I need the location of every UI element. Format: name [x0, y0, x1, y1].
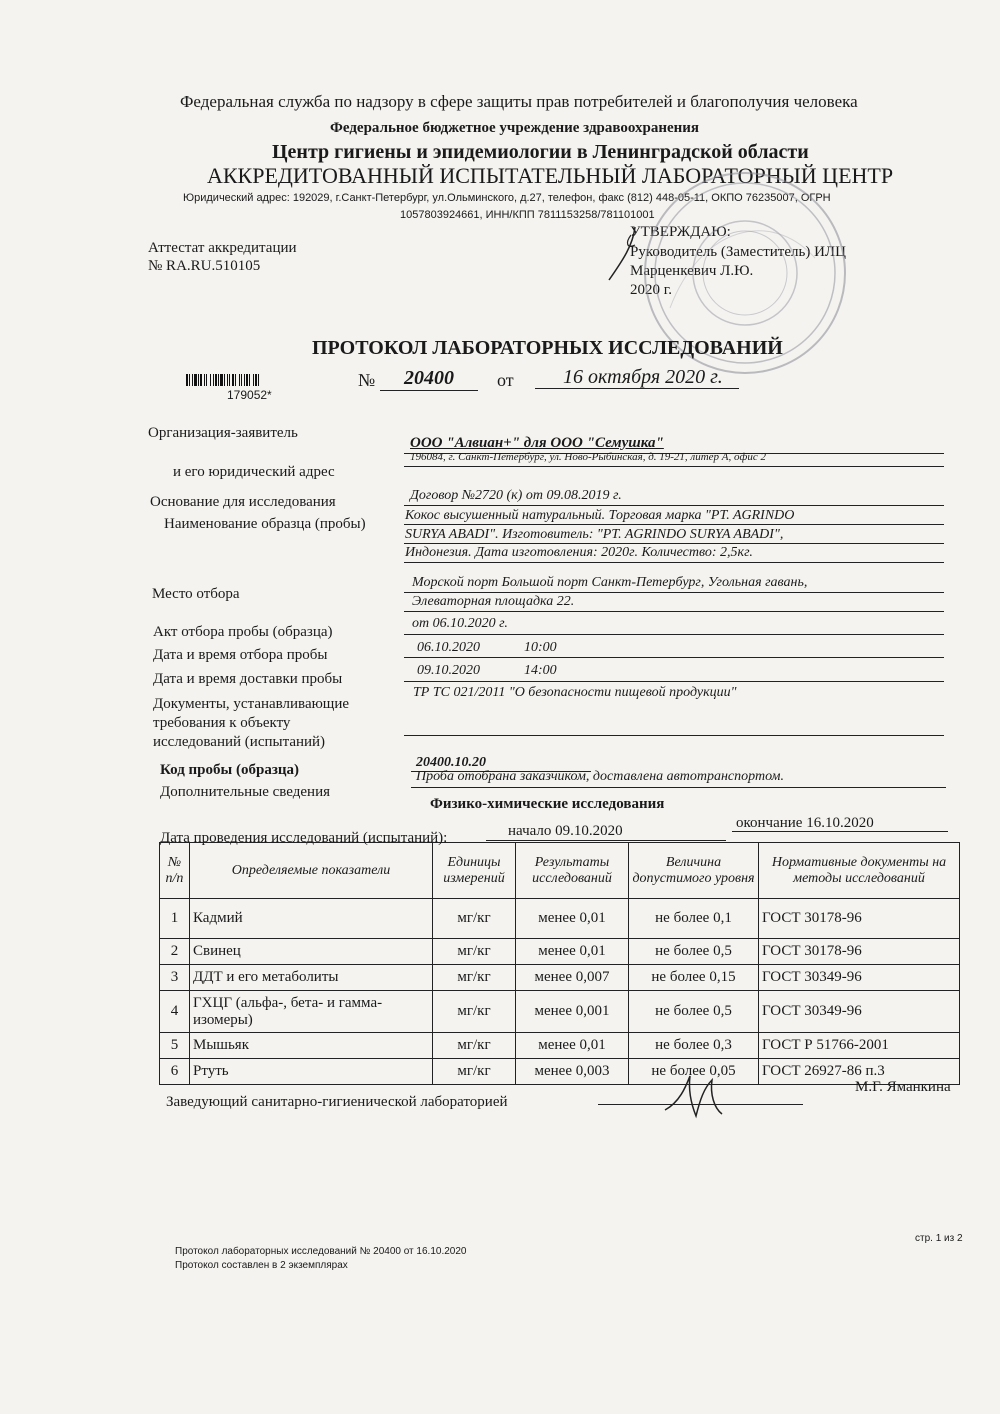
- barcode-icon: [186, 374, 318, 386]
- extra-label: Дополнительные сведения: [160, 784, 331, 800]
- delivery-time: 14:00: [524, 663, 557, 678]
- accreditation-label: Аттестат аккредитации: [148, 240, 297, 256]
- row-limit: не более 0,15: [629, 965, 759, 991]
- address-value: 196084, г. Санкт-Петербург, ул. Ново-Рыбинская, д. 19-21, литер А, офис 2: [410, 451, 766, 463]
- institution-name: Федеральное бюджетное учреждение здравоохранения: [330, 120, 700, 136]
- docs-label-line1: Документы, устанавливающие: [153, 696, 350, 712]
- table-row: [160, 899, 960, 939]
- header-units: Единицы измерений: [433, 843, 516, 899]
- row-limit: не более 0,5: [629, 991, 759, 1033]
- header-method: Нормативные документы на методы исследований: [759, 843, 960, 899]
- docs-value: ТР ТС 021/2011 "О безопасности пищевой продукции": [413, 685, 737, 700]
- protocol-title: ПРОТОКОЛ ЛАБОРАТОРНЫХ ИССЛЕДОВАНИЙ: [312, 337, 783, 359]
- place-line1: Морской порт Большой порт Санкт-Петербург, Угольная гавань,: [412, 575, 808, 590]
- protocol-date: 16 октября 2020 г.: [563, 366, 723, 388]
- protocol-number-label: №: [358, 370, 376, 390]
- row-indicator: ДДТ и его метаболиты: [190, 965, 433, 991]
- results-table: [159, 842, 960, 1085]
- dates-start: начало 09.10.2020: [508, 823, 623, 839]
- sampling-date: 06.10.2020: [417, 640, 480, 655]
- row-num: 5: [160, 1033, 190, 1059]
- approval-year: 2020 г.: [630, 282, 672, 298]
- footer-line1: Протокол лабораторных исследований № 20400 от 16.10.2020: [175, 1246, 467, 1257]
- row-unit: мг/кг: [433, 1059, 516, 1085]
- code-value: 20400.10.20: [416, 755, 486, 770]
- row-result: менее 0,001: [516, 991, 629, 1033]
- approval-signature-icon: [605, 225, 645, 285]
- page-number: стр. 1 из 2: [915, 1233, 963, 1244]
- act-value: от 06.10.2020 г.: [412, 616, 508, 631]
- row-result: менее 0,007: [516, 965, 629, 991]
- row-method: ГОСТ 30349-96: [759, 965, 960, 991]
- docs-label-line3: исследований (испытаний): [153, 734, 326, 750]
- row-num: 1: [160, 899, 190, 939]
- sample-label: Наименование образца (пробы): [164, 516, 366, 532]
- row-num: 4: [160, 991, 190, 1033]
- legal-address-line1: Юридический адрес: 192029, г.Санкт-Петербург, ул.Ольминского, д.27, телефон, факс (812) 448-05-11, ОКПО 76235007, ОГРН: [183, 192, 831, 204]
- row-num: 3: [160, 965, 190, 991]
- row-indicator: Ртуть: [190, 1059, 433, 1085]
- row-num: 2: [160, 939, 190, 965]
- table-row: [160, 1059, 960, 1085]
- row-indicator: Свинец: [190, 939, 433, 965]
- center-name: Центр гигиены и эпидемиологии в Ленинградской области: [272, 141, 809, 163]
- sampling-time: 10:00: [524, 640, 557, 655]
- row-limit: не более 0,3: [629, 1033, 759, 1059]
- extra-value: Проба отобрана заказчиком, доставлена автотранспортом.: [416, 769, 784, 784]
- sample-line1: Кокос высушенный натуральный. Торговая марка "PT. AGRINDO: [405, 508, 795, 523]
- row-result: менее 0,01: [516, 899, 629, 939]
- row-method: ГОСТ 30178-96: [759, 899, 960, 939]
- section-title: Физико-химические исследования: [430, 796, 665, 812]
- row-num: 6: [160, 1059, 190, 1085]
- protocol-date-label: от: [497, 370, 514, 390]
- signature-name: М.Г. Яманкина: [855, 1079, 951, 1095]
- approval-title: УТВЕРЖДАЮ:: [630, 224, 731, 240]
- row-unit: мг/кг: [433, 939, 516, 965]
- sample-line3: Индонезия. Дата изготовления: 2020г. Количество: 2,5кг.: [405, 545, 753, 560]
- row-indicator: Кадмий: [190, 899, 433, 939]
- place-label: Место отбора: [152, 586, 240, 602]
- row-result: менее 0,01: [516, 939, 629, 965]
- row-method: ГОСТ 30178-96: [759, 939, 960, 965]
- dates-label: Дата проведения исследований (испытаний):: [160, 830, 448, 846]
- row-unit: мг/кг: [433, 899, 516, 939]
- row-unit: мг/кг: [433, 991, 516, 1033]
- approval-position: Руководитель (Заместитель) ИЛЦ: [630, 244, 846, 260]
- header-result: Результаты исследований: [516, 843, 629, 899]
- basis-value: Договор №2720 (к) от 09.08.2019 г.: [410, 488, 622, 503]
- header-indicator: Определяемые показатели: [190, 843, 433, 899]
- agency-name: Федеральная служба по надзору в сфере защиты прав потребителей и благополучия человека: [180, 92, 858, 111]
- protocol-number: 20400: [404, 367, 454, 389]
- docs-label-line2: требования к объекту: [153, 715, 291, 731]
- delivery-date: 09.10.2020: [417, 663, 480, 678]
- dates-end: окончание 16.10.2020: [736, 815, 874, 831]
- delivery-label: Дата и время доставки пробы: [153, 671, 343, 687]
- row-method: ГОСТ Р 51766-2001: [759, 1033, 960, 1059]
- act-label: Акт отбора пробы (образца): [153, 624, 333, 640]
- row-unit: мг/кг: [433, 965, 516, 991]
- header-limit: Величина допустимого уровня: [629, 843, 759, 899]
- signature-role: Заведующий санитарно-гигиенической лабораторией: [166, 1094, 508, 1110]
- basis-label: Основание для исследования: [150, 494, 336, 510]
- table-row: [160, 991, 960, 1033]
- table-row: [160, 1033, 960, 1059]
- row-indicator: ГХЦГ (альфа-, бета- и гамма-изомеры): [190, 991, 433, 1033]
- row-result: менее 0,003: [516, 1059, 629, 1085]
- row-method: ГОСТ 30349-96: [759, 991, 960, 1033]
- org-value: ООО "Алвиан+" для ООО "Семушка": [410, 435, 664, 451]
- sample-line2: SURYA ABADI". Изготовитель: "PT. AGRINDO SURYA ABADI",: [405, 527, 784, 542]
- row-limit: не более 0,05: [629, 1059, 759, 1085]
- row-indicator: Мышьяк: [190, 1033, 433, 1059]
- lab-name: АККРЕДИТОВАННЫЙ ИСПЫТАТЕЛЬНЫЙ ЛАБОРАТОРНЫЙ ЦЕНТР: [207, 163, 894, 188]
- signature-icon: [660, 1072, 730, 1122]
- footer-line2: Протокол составлен в 2 экземплярах: [175, 1260, 348, 1271]
- org-label: Организация-заявитель: [148, 425, 298, 441]
- approval-name: Марценкевич Л.Ю.: [630, 263, 754, 279]
- row-method: ГОСТ 26927-86 п.3: [759, 1059, 960, 1085]
- row-limit: не более 0,1: [629, 899, 759, 939]
- address-label: и его юридический адрес: [173, 464, 335, 480]
- sampling-label: Дата и время отбора пробы: [153, 647, 328, 663]
- header-num: № п/п: [160, 843, 190, 899]
- row-limit: не более 0,5: [629, 939, 759, 965]
- legal-address-line2: 1057803924661, ИНН/КПП 7811153258/781101001: [400, 209, 655, 221]
- table-row: [160, 965, 960, 991]
- accreditation-number: № RA.RU.510105: [148, 258, 261, 274]
- place-line2: Элеваторная площадка 22.: [412, 594, 575, 609]
- barcode-number: 179052*: [227, 388, 272, 402]
- row-result: менее 0,01: [516, 1033, 629, 1059]
- row-unit: мг/кг: [433, 1033, 516, 1059]
- table-row: [160, 939, 960, 965]
- code-label: Код пробы (образца): [160, 762, 299, 778]
